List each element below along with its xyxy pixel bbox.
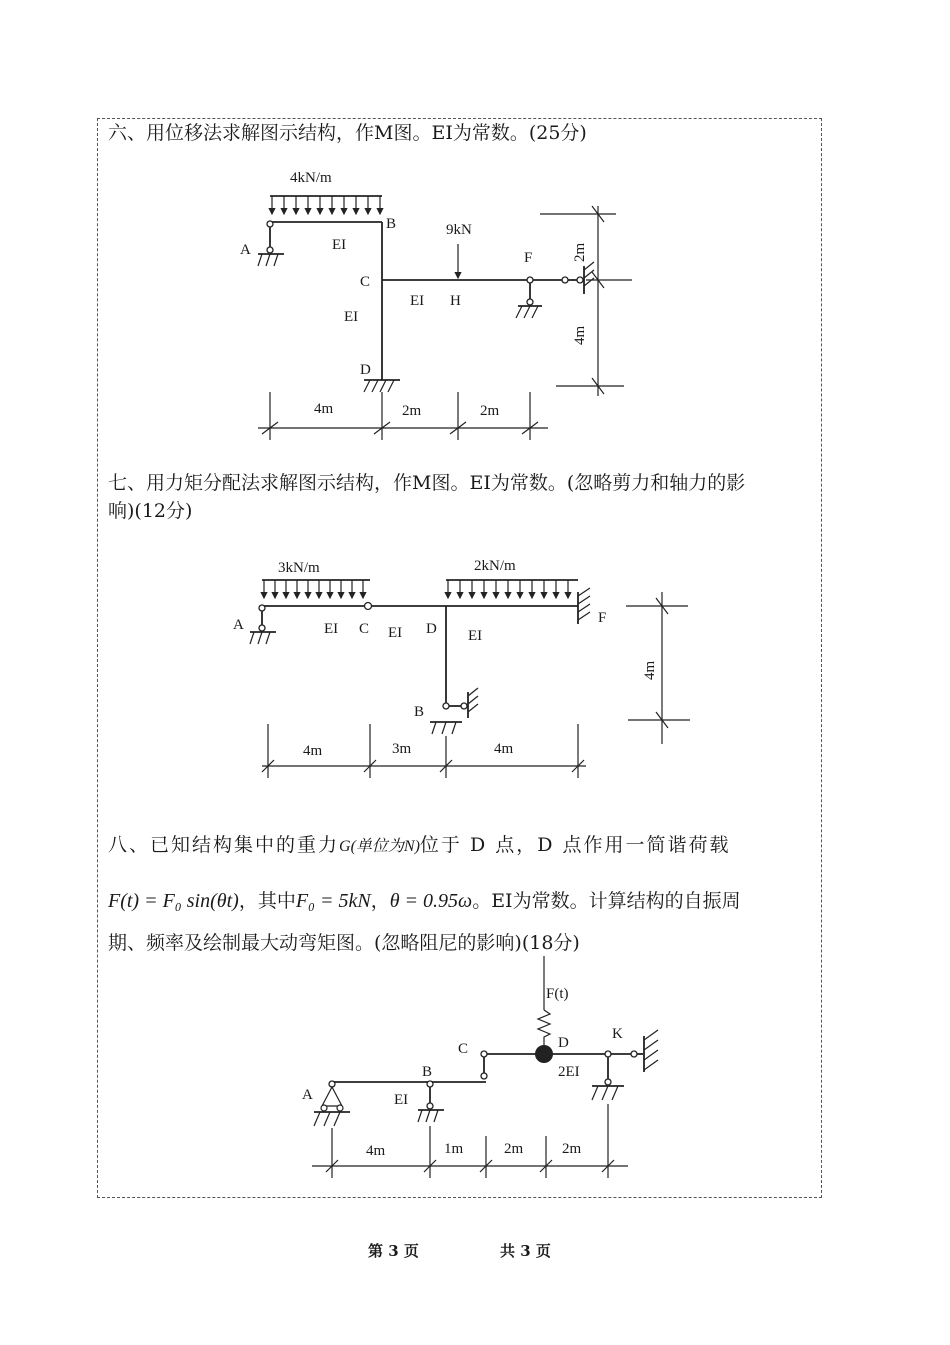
footer-total-pages: 共 3 页 bbox=[500, 1242, 551, 1260]
q7-support-f bbox=[578, 588, 590, 624]
q8-dim-2m-b: 2m bbox=[562, 1141, 582, 1157]
q6-label-c: C bbox=[360, 274, 371, 290]
q8-ei: EI bbox=[394, 1092, 409, 1108]
footer-page-number: 第 3 页 bbox=[368, 1242, 419, 1260]
q7-distributed-load-right bbox=[446, 580, 578, 598]
q7-load-left-label: 3kN/m bbox=[278, 560, 320, 576]
q8-dim-4m: 4m bbox=[366, 1143, 386, 1159]
q8-support-right-column bbox=[592, 1051, 624, 1100]
q6-support-a bbox=[258, 221, 284, 266]
q6-label-d: D bbox=[360, 362, 371, 378]
q6-ei-ab: EI bbox=[332, 237, 347, 253]
q7-label-b: B bbox=[414, 704, 425, 720]
q6-support-right bbox=[562, 262, 594, 294]
q6-label-h: H bbox=[450, 293, 461, 309]
q6-dim-vertical bbox=[540, 206, 632, 396]
q8-support-a bbox=[314, 1081, 350, 1126]
q7-load-right-label: 2kN/m bbox=[474, 558, 516, 574]
q7-support-a bbox=[250, 605, 276, 644]
q6-dim-v-2m: 2m bbox=[572, 242, 588, 262]
q6-ei-cd: EI bbox=[344, 309, 359, 325]
q7-dim-v-4m: 4m bbox=[642, 660, 658, 680]
q8-line1-text-b: 位于 D 点，D 点作用一简谐荷载 bbox=[419, 834, 731, 856]
q8-2ei: 2EI bbox=[558, 1064, 580, 1080]
q7-support-b bbox=[430, 688, 478, 734]
q8-dim-2m-a: 2m bbox=[504, 1141, 524, 1157]
q6-label-b: B bbox=[386, 216, 397, 232]
q6-dim-2m-a: 2m bbox=[402, 403, 422, 419]
q6-title: 六、用位移法求解图示结构，作M图。EI为常数。(25分) bbox=[108, 122, 587, 144]
q8-hinge-c bbox=[481, 1051, 487, 1057]
q6-load-dist-label: 4kN/m bbox=[290, 170, 332, 186]
q8-diagram bbox=[302, 956, 658, 1178]
q7-title-line1: 七、用力矩分配法求解图示结构，作M图。EI为常数。(忽略剪力和轴力的影 bbox=[108, 472, 746, 494]
q8-load-function: F(t) = F₀ sin(θt) bbox=[108, 890, 239, 912]
q8-support-k bbox=[631, 1030, 658, 1072]
q8-f0: F₀ = 5kN bbox=[295, 890, 371, 912]
q7-dim-4m-a: 4m bbox=[303, 743, 323, 759]
q7-label-c: C bbox=[359, 621, 370, 637]
q8-label-b: B bbox=[422, 1064, 433, 1080]
q8-mass-d bbox=[535, 1045, 553, 1063]
q6-load-point-label: 9kN bbox=[446, 222, 472, 238]
q8-label-a: A bbox=[302, 1087, 313, 1103]
q7-diagram bbox=[233, 558, 690, 778]
q6-dim-2m-b: 2m bbox=[480, 403, 500, 419]
q8-force-label: F(t) bbox=[546, 986, 569, 1002]
q8-dim-1m: 1m bbox=[444, 1141, 464, 1157]
q7-label-d: D bbox=[426, 621, 437, 637]
q8-label-c: C bbox=[458, 1041, 469, 1057]
q8-theta: θ = 0.95ω bbox=[389, 890, 473, 912]
q6-label-a: A bbox=[240, 242, 251, 258]
q7-distributed-load-left bbox=[262, 580, 370, 598]
q6-label-f: F bbox=[524, 250, 533, 266]
q7-hinge-c bbox=[365, 603, 372, 610]
q8-gravity: G(单位为N) bbox=[339, 838, 420, 855]
q7-ei-df: EI bbox=[468, 628, 483, 644]
q7-label-f: F bbox=[598, 610, 607, 626]
q6-dim-4m: 4m bbox=[314, 401, 334, 417]
q6-diagram bbox=[240, 170, 632, 440]
q8-line2-sep: ， bbox=[370, 890, 390, 912]
q6-support-d bbox=[364, 380, 400, 392]
q7-dim-3m: 3m bbox=[392, 741, 412, 757]
q7-title-line2: 响)(12分) bbox=[108, 500, 193, 522]
q7-ei-cd: EI bbox=[388, 625, 403, 641]
q8-line2-text-a: ，其中 bbox=[238, 890, 296, 912]
q6-distributed-load bbox=[270, 196, 382, 214]
q7-dim-vertical bbox=[626, 592, 690, 744]
q8-label-k: K bbox=[612, 1026, 623, 1042]
q6-ei-cf: EI bbox=[410, 293, 425, 309]
q8-support-b bbox=[418, 1081, 444, 1122]
q6-support-f bbox=[516, 277, 542, 318]
q6-dim-v-4m: 4m bbox=[572, 325, 588, 345]
q7-dim-4m-b: 4m bbox=[494, 741, 514, 757]
q8-label-d: D bbox=[558, 1035, 569, 1051]
q8-line2-text-b: 。EI为常数。计算结构的自振周 bbox=[472, 890, 741, 912]
q8-line1-text-a: 八、已知结构集中的重力 bbox=[108, 834, 340, 856]
q8-line3: 期、频率及绘制最大动弯矩图。(忽略阻尼的影响)(18分) bbox=[108, 932, 580, 954]
q8-hinge-c-lower bbox=[481, 1073, 487, 1079]
q7-label-a: A bbox=[233, 617, 244, 633]
q7-ei-ac: EI bbox=[324, 621, 339, 637]
